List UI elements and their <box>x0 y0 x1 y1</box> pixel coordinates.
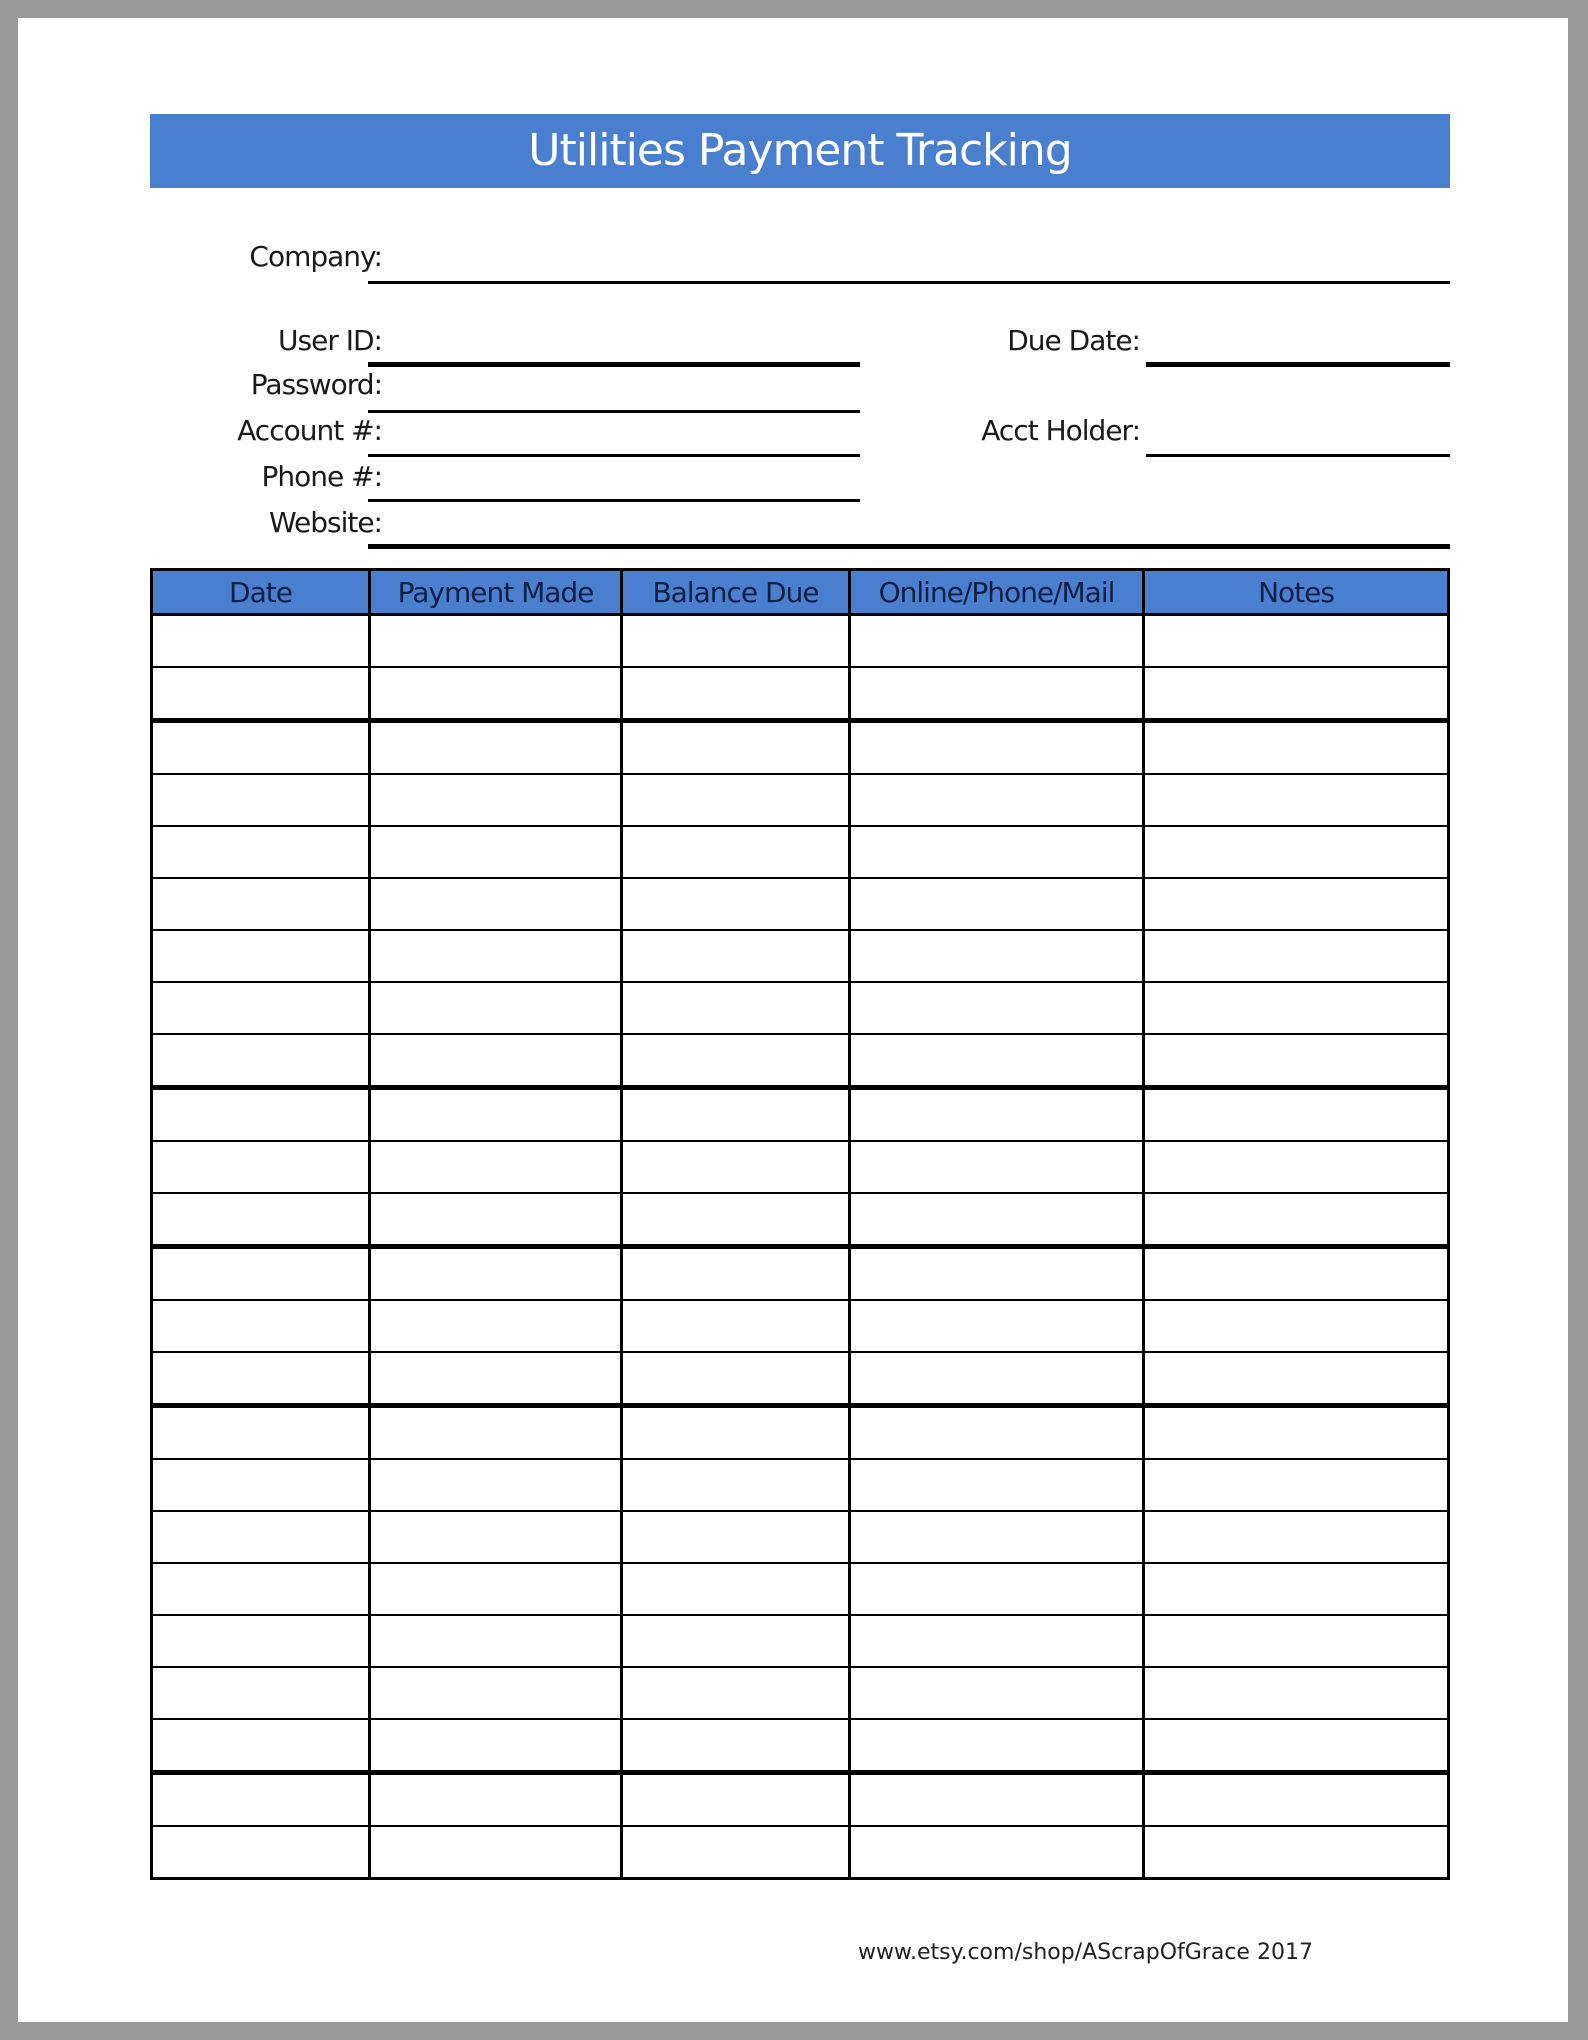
table-cell[interactable] <box>370 774 622 826</box>
table-cell[interactable] <box>1144 615 1449 668</box>
table-cell[interactable] <box>850 1459 1144 1511</box>
table-cell[interactable] <box>850 1193 1144 1247</box>
table-row <box>152 1088 1449 1142</box>
table-cell[interactable] <box>370 930 622 982</box>
table-cell[interactable] <box>850 1773 1144 1827</box>
table-cell[interactable] <box>850 1615 1144 1667</box>
table-cell[interactable] <box>850 1667 1144 1719</box>
table-cell[interactable] <box>152 826 370 878</box>
table-cell[interactable] <box>622 1141 850 1193</box>
table-cell[interactable] <box>370 1247 622 1301</box>
table-cell[interactable] <box>152 1667 370 1719</box>
table-cell[interactable] <box>622 1667 850 1719</box>
table-cell[interactable] <box>370 721 622 775</box>
table-row <box>152 1459 1449 1511</box>
table-row <box>152 1141 1449 1193</box>
table-cell[interactable] <box>370 1773 622 1827</box>
table-cell[interactable] <box>850 826 1144 878</box>
table-cell[interactable] <box>152 1141 370 1193</box>
table-cell[interactable] <box>850 1088 1144 1142</box>
password-label: Password: <box>250 368 382 401</box>
table-row <box>152 1352 1449 1406</box>
table-cell[interactable] <box>370 1615 622 1667</box>
acct-holder-field[interactable] <box>1146 454 1450 457</box>
table-cell[interactable] <box>370 1352 622 1406</box>
table-cell[interactable] <box>850 982 1144 1034</box>
table-cell[interactable] <box>1144 1352 1449 1406</box>
table-cell[interactable] <box>622 1719 850 1773</box>
table-cell[interactable] <box>152 721 370 775</box>
table-cell[interactable] <box>622 1034 850 1088</box>
table-cell[interactable] <box>850 1247 1144 1301</box>
table-cell[interactable] <box>152 982 370 1034</box>
table-cell[interactable] <box>1144 1826 1449 1879</box>
table-cell[interactable] <box>622 1773 850 1827</box>
column-header-notes: Notes <box>1144 570 1449 615</box>
table-cell[interactable] <box>370 1034 622 1088</box>
table-cell[interactable] <box>1144 982 1449 1034</box>
website-label: Website: <box>268 506 382 539</box>
table-row <box>152 1826 1449 1879</box>
table-cell[interactable] <box>1144 878 1449 930</box>
table-cell[interactable] <box>370 1667 622 1719</box>
table-cell[interactable] <box>1144 1719 1449 1773</box>
table-cell[interactable] <box>622 1511 850 1563</box>
table-cell[interactable] <box>622 615 850 668</box>
table-cell[interactable] <box>370 1511 622 1563</box>
table-cell[interactable] <box>622 1300 850 1352</box>
table-cell[interactable] <box>152 1773 370 1827</box>
table-cell[interactable] <box>622 774 850 826</box>
table-cell[interactable] <box>622 1615 850 1667</box>
table-cell[interactable] <box>152 1459 370 1511</box>
table-cell[interactable] <box>370 826 622 878</box>
table-row <box>152 826 1449 878</box>
table-cell[interactable] <box>622 1193 850 1247</box>
table-cell[interactable] <box>370 1826 622 1879</box>
table-cell[interactable] <box>152 774 370 826</box>
table-cell[interactable] <box>850 1563 1144 1615</box>
table-cell[interactable] <box>370 1563 622 1615</box>
table-cell[interactable] <box>370 1406 622 1460</box>
table-cell[interactable] <box>1144 1459 1449 1511</box>
table-cell[interactable] <box>152 1300 370 1352</box>
table-cell[interactable] <box>622 930 850 982</box>
table-cell[interactable] <box>152 1352 370 1406</box>
table-cell[interactable] <box>850 1826 1144 1879</box>
table-cell[interactable] <box>622 667 850 721</box>
table-cell[interactable] <box>850 878 1144 930</box>
page-title: Utilities Payment Tracking <box>150 114 1450 188</box>
table-cell[interactable] <box>1144 667 1449 721</box>
table-row <box>152 1563 1449 1615</box>
table-cell[interactable] <box>622 1352 850 1406</box>
phone-field[interactable] <box>368 499 860 502</box>
table-cell[interactable] <box>152 1563 370 1615</box>
table-cell[interactable] <box>850 930 1144 982</box>
table-cell[interactable] <box>152 1511 370 1563</box>
column-header-payment-made: Payment Made <box>370 570 622 615</box>
table-header-row <box>152 570 1449 615</box>
table-cell[interactable] <box>1144 826 1449 878</box>
table-cell[interactable] <box>370 1300 622 1352</box>
table-cell[interactable] <box>370 1141 622 1193</box>
table-cell[interactable] <box>622 878 850 930</box>
table-cell[interactable] <box>622 1826 850 1879</box>
table-cell[interactable] <box>850 774 1144 826</box>
table-row <box>152 774 1449 826</box>
table-cell[interactable] <box>1144 930 1449 982</box>
company-label: Company: <box>249 240 382 273</box>
table-cell[interactable] <box>1144 1034 1449 1088</box>
table-cell[interactable] <box>1144 1773 1449 1827</box>
table-cell[interactable] <box>370 667 622 721</box>
table-row <box>152 878 1449 930</box>
table-cell[interactable] <box>622 1247 850 1301</box>
table-cell[interactable] <box>370 1088 622 1142</box>
table-row <box>152 1406 1449 1460</box>
company-field[interactable] <box>368 281 1450 284</box>
table-cell[interactable] <box>152 1088 370 1142</box>
table-cell[interactable] <box>622 826 850 878</box>
column-header-balance-due: Balance Due <box>622 570 850 615</box>
table-cell[interactable] <box>1144 1615 1449 1667</box>
table-cell[interactable] <box>152 1615 370 1667</box>
table-cell[interactable] <box>850 1352 1144 1406</box>
due-date-field[interactable] <box>1146 362 1450 367</box>
table-cell[interactable] <box>850 615 1144 668</box>
table-cell[interactable] <box>850 721 1144 775</box>
table-cell[interactable] <box>1144 1247 1449 1301</box>
table-cell[interactable] <box>622 982 850 1034</box>
table-cell[interactable] <box>152 878 370 930</box>
footer-credit: www.etsy.com/shop/AScrapOfGrace 2017 <box>858 1940 1313 1965</box>
phone-label: Phone #: <box>261 460 382 493</box>
table-cell[interactable] <box>152 667 370 721</box>
table-row <box>152 1300 1449 1352</box>
table-cell[interactable] <box>152 1826 370 1879</box>
user-id-field[interactable] <box>368 362 860 367</box>
acct-holder-label: Acct Holder: <box>981 414 1140 447</box>
table-cell[interactable] <box>370 1193 622 1247</box>
table-cell[interactable] <box>370 1719 622 1773</box>
table-cell[interactable] <box>1144 1563 1449 1615</box>
table-row <box>152 1511 1449 1563</box>
table-row <box>152 982 1449 1034</box>
table-cell[interactable] <box>152 1247 370 1301</box>
table-cell[interactable] <box>152 1034 370 1088</box>
table-cell[interactable] <box>850 667 1144 721</box>
table-cell[interactable] <box>1144 1300 1449 1352</box>
table-row <box>152 667 1449 721</box>
table-cell[interactable] <box>370 982 622 1034</box>
column-header-method: Online/Phone/Mail <box>850 570 1144 615</box>
table-cell[interactable] <box>622 721 850 775</box>
table-cell[interactable] <box>370 1459 622 1511</box>
table-cell[interactable] <box>1144 1193 1449 1247</box>
table-cell[interactable] <box>152 615 370 668</box>
table-row <box>152 1667 1449 1719</box>
table-cell[interactable] <box>622 1406 850 1460</box>
website-field[interactable] <box>368 544 1450 549</box>
table-cell[interactable] <box>1144 1511 1449 1563</box>
table-cell[interactable] <box>1144 1667 1449 1719</box>
table-cell[interactable] <box>622 1563 850 1615</box>
table-cell[interactable] <box>370 615 622 668</box>
account-label: Account #: <box>237 414 382 447</box>
table-row <box>152 1719 1449 1773</box>
table-cell[interactable] <box>850 1719 1144 1773</box>
table-cell[interactable] <box>850 1141 1144 1193</box>
table-row <box>152 930 1449 982</box>
password-field[interactable] <box>368 410 860 413</box>
table-cell[interactable] <box>850 1406 1144 1460</box>
user-id-label: User ID: <box>278 324 382 357</box>
table-row <box>152 1034 1449 1088</box>
table-cell[interactable] <box>1144 721 1449 775</box>
table-cell[interactable] <box>152 930 370 982</box>
table-row <box>152 615 1449 668</box>
table-cell[interactable] <box>622 1459 850 1511</box>
table-row <box>152 1193 1449 1247</box>
table-row <box>152 1773 1449 1827</box>
page <box>18 18 1568 2022</box>
table-cell[interactable] <box>850 1511 1144 1563</box>
account-field[interactable] <box>368 454 860 457</box>
payment-log-table <box>150 568 1450 1880</box>
table-cell[interactable] <box>850 1034 1144 1088</box>
table-cell[interactable] <box>1144 1088 1449 1142</box>
table-cell[interactable] <box>152 1406 370 1460</box>
table-cell[interactable] <box>1144 1141 1449 1193</box>
table-row <box>152 721 1449 775</box>
table-cell[interactable] <box>622 1088 850 1142</box>
table-cell[interactable] <box>370 878 622 930</box>
table-cell[interactable] <box>850 1300 1144 1352</box>
table-cell[interactable] <box>152 1193 370 1247</box>
column-header-date: Date <box>152 570 370 615</box>
table-row <box>152 1247 1449 1301</box>
table-cell[interactable] <box>1144 774 1449 826</box>
table-cell[interactable] <box>1144 1406 1449 1460</box>
table-row <box>152 1615 1449 1667</box>
table-cell[interactable] <box>152 1719 370 1773</box>
due-date-label: Due Date: <box>1007 324 1140 357</box>
